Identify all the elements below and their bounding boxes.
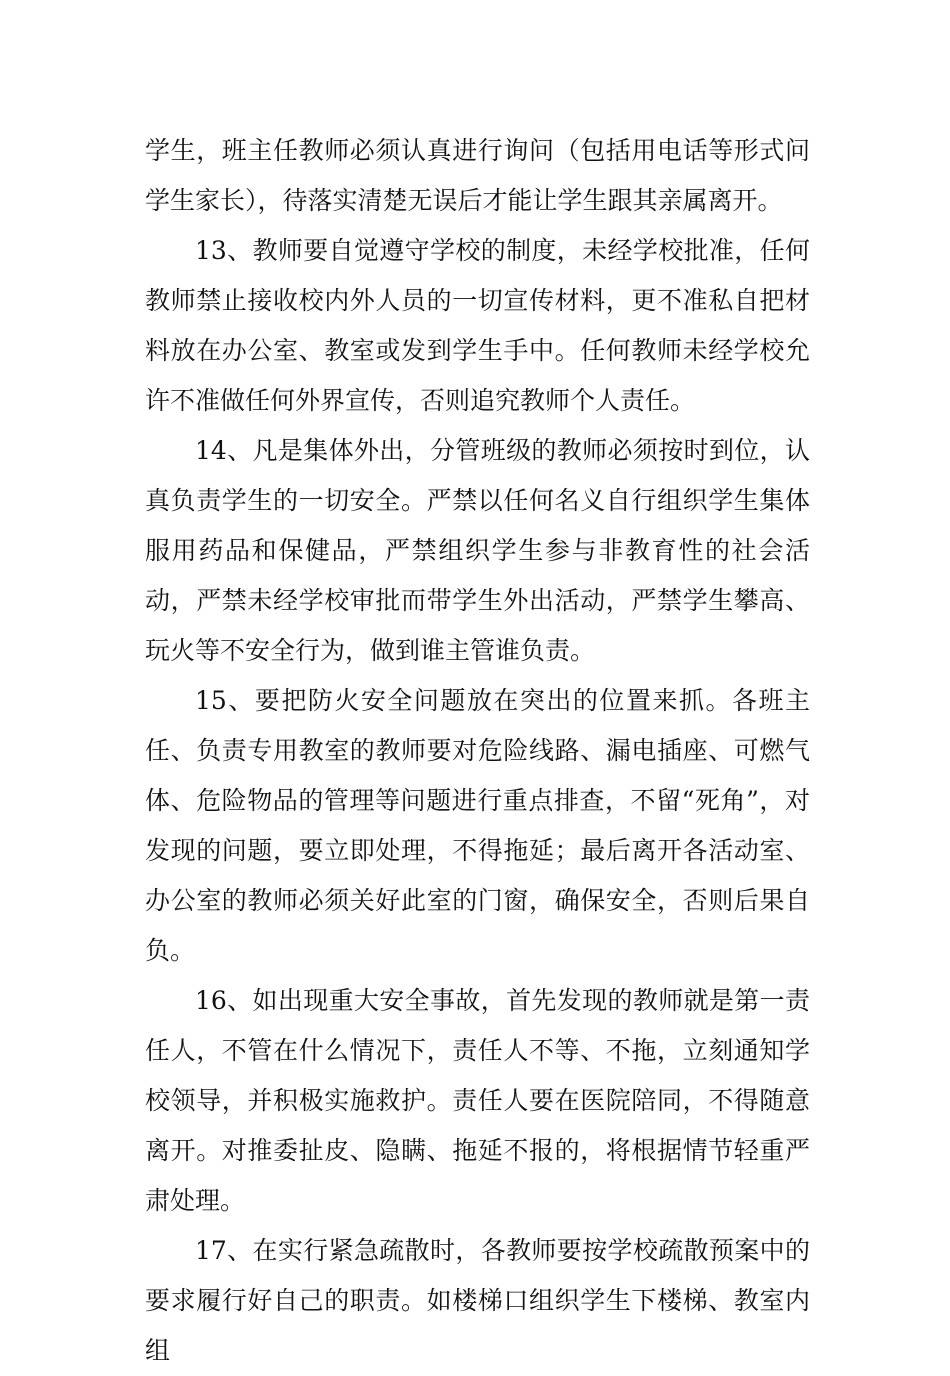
paragraph-item-16: 16、如出现重大安全事故，首先发现的教师就是第一责任人，不管在什么情况下，责任人不等、不拖，立刻通知学校领导，并积极实施救护。责任人要在医院陪同，不得随意离开。对推委扯皮、隐瞒、拖延不报的，将根据情节轻重严肃处理。 (145, 986, 810, 1215)
paragraph-item-13: 13、教师要自觉遵守学校的制度，未经学校批准，任何教师禁止接收校内外人员的一切宣传材料，更不准私自把材料放在办公室、教室或发到学生手中。任何教师未经学校允许不准做任何外界宣传，否则追究教师个人责任。 (145, 236, 810, 415)
document-body (145, 126, 810, 1376)
paragraph-item-17: 17、在实行紧急疏散时，各教师要按学校疏散预案中的要求履行好自己的职责。如楼梯口组织学生下楼梯、教室内组 (145, 1236, 810, 1365)
paragraph-item-15: 15、要把防火安全问题放在突出的位置来抓。各班主任、负责专用教室的教师要对危险线路、漏电插座、可燃气体、危险物品的管理等问题进行重点排查，不留“死角”，对发现的问题，要立即处理，不得拖延；最后离开各活动室、办公室的教师必须关好此室的门窗，确保安全，否则后果自负。 (145, 686, 810, 965)
paragraph-item-14: 14、凡是集体外出，分管班级的教师必须按时到位，认真负责学生的一切安全。严禁以任何名义自行组织学生集体服用药品和保健品，严禁组织学生参与非教育性的社会活动，严禁未经学校审批而带学生外出活动，严禁学生攀高、玩火等不安全行为，做到谁主管谁负责。 (145, 436, 810, 665)
paragraph-continuation: 学生，班主任教师必须认真进行询问（包括用电话等形式问学生家长），待落实清楚无误后才能让学生跟其亲属离开。 (145, 136, 810, 215)
